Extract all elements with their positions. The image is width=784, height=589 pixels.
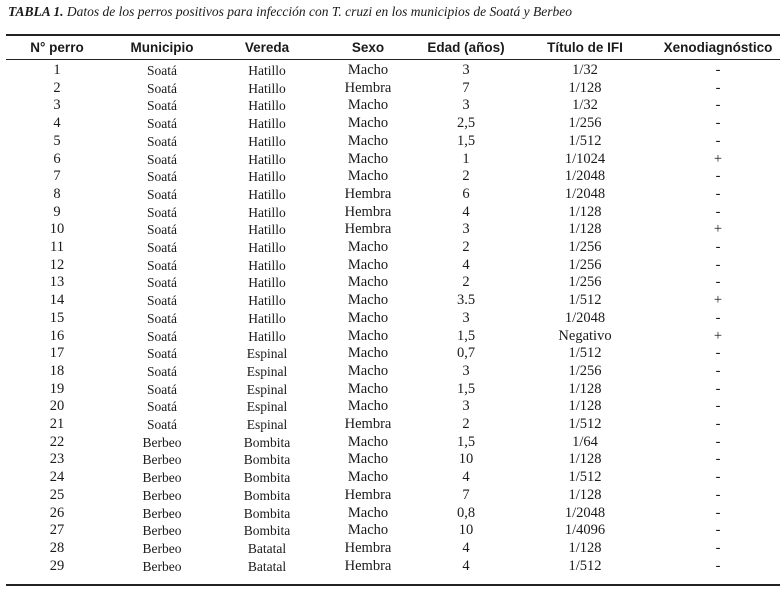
cell-xenodiagnosis: - <box>715 469 721 486</box>
table-row <box>6 115 780 133</box>
cell-municipality: Berbeo <box>142 540 182 556</box>
cell-sex: Macho <box>347 132 389 149</box>
cell-municipality: Berbeo <box>142 523 182 539</box>
cell-ifi-titer: 1/128 <box>568 398 602 415</box>
cell-vereda: Hatillo <box>248 80 286 96</box>
cell-municipality: Soatá <box>147 346 177 362</box>
table-row <box>6 328 780 346</box>
cell-age: 2 <box>462 274 470 291</box>
cell-dog-number: 28 <box>49 539 65 556</box>
cell-ifi-titer: 1/128 <box>568 380 602 397</box>
cell-xenodiagnosis: - <box>715 168 721 185</box>
cell-vereda: Bombita <box>243 487 291 503</box>
cell-vereda: Hatillo <box>248 133 286 149</box>
cell-xenodiagnosis: - <box>715 345 721 362</box>
cell-ifi-titer: 1/1024 <box>564 150 606 167</box>
cell-xenodiagnosis: - <box>715 486 721 503</box>
cell-municipality: Soatá <box>147 257 177 273</box>
cell-ifi-titer: 1/32 <box>572 97 598 114</box>
cell-ifi-titer: 1/512 <box>568 557 602 574</box>
table-row <box>6 487 780 505</box>
cell-age: 3 <box>462 221 470 238</box>
cell-dog-number: 15 <box>49 309 65 326</box>
cell-municipality: Soatá <box>147 63 177 78</box>
cell-xenodiagnosis: - <box>715 380 721 397</box>
cell-age: 3 <box>462 398 470 415</box>
cell-ifi-titer: 1/128 <box>568 486 602 503</box>
cell-dog-number: 17 <box>49 345 65 362</box>
cell-vereda: Hatillo <box>248 169 286 185</box>
table-caption <box>8 4 572 20</box>
cell-dog-number: 10 <box>49 221 65 238</box>
table-row <box>6 381 780 399</box>
header-sex: Sexo <box>351 39 385 55</box>
header-row <box>6 36 780 58</box>
cell-sex: Macho <box>347 327 389 344</box>
cell-dog-number: 9 <box>53 203 61 220</box>
cell-vereda: Bombita <box>243 434 291 450</box>
cell-dog-number: 23 <box>49 451 65 468</box>
table-row <box>6 186 780 204</box>
cell-xenodiagnosis: - <box>715 416 721 433</box>
cell-age: 4 <box>462 557 470 574</box>
table-row <box>6 257 780 275</box>
cell-xenodiagnosis: - <box>715 309 721 326</box>
cell-dog-number: 14 <box>49 292 65 309</box>
cell-municipality: Soatá <box>147 328 177 344</box>
cell-vereda: Hatillo <box>248 240 286 256</box>
cell-xenodiagnosis: - <box>715 451 721 468</box>
cell-vereda: Espinal <box>246 399 288 415</box>
cell-xenodiagnosis: + <box>713 292 723 309</box>
cell-vereda: Espinal <box>246 417 288 433</box>
cell-age: 4 <box>462 539 470 556</box>
cell-vereda: Hatillo <box>248 98 286 114</box>
cell-dog-number: 20 <box>49 398 65 415</box>
cell-xenodiagnosis: - <box>715 79 721 96</box>
cell-vereda: Hatillo <box>248 204 286 220</box>
cell-xenodiagnosis: - <box>715 274 721 291</box>
table-row <box>6 451 780 469</box>
table-body <box>6 58 780 575</box>
cell-age: 3 <box>462 362 470 379</box>
cell-vereda: Hatillo <box>248 328 286 344</box>
table-row <box>6 540 780 558</box>
cell-xenodiagnosis: - <box>715 97 721 114</box>
cell-dog-number: 21 <box>49 416 65 433</box>
cell-sex: Macho <box>347 362 389 379</box>
cell-municipality: Berbeo <box>142 487 182 503</box>
table-row <box>6 310 780 328</box>
cell-municipality: Berbeo <box>142 505 182 521</box>
cell-municipality: Soatá <box>147 240 177 256</box>
cell-xenodiagnosis: - <box>715 539 721 556</box>
cell-vereda: Bombita <box>243 452 291 468</box>
header-dog-number: N° perro <box>30 39 84 55</box>
cell-xenodiagnosis: - <box>715 185 721 202</box>
cell-municipality: Soatá <box>147 204 177 220</box>
table-row <box>6 133 780 151</box>
cell-ifi-titer: 1/64 <box>572 433 598 450</box>
cell-xenodiagnosis: - <box>715 557 721 574</box>
table-row <box>6 398 780 416</box>
table-row <box>6 168 780 186</box>
cell-dog-number: 26 <box>49 504 65 521</box>
cell-sex: Hembra <box>344 557 392 574</box>
cell-sex: Macho <box>347 451 389 468</box>
bottom-rule <box>6 584 780 586</box>
cell-ifi-titer: 1/128 <box>568 203 602 220</box>
table-row <box>6 239 780 257</box>
cell-vereda: Hatillo <box>248 151 286 167</box>
cell-ifi-titer: 1/128 <box>568 451 602 468</box>
cell-dog-number: 24 <box>49 469 65 486</box>
cell-municipality: Soatá <box>147 133 177 149</box>
cell-municipality: Soatá <box>147 399 177 415</box>
table-row <box>6 505 780 523</box>
cell-sex: Macho <box>347 168 389 185</box>
cell-vereda: Espinal <box>246 346 288 362</box>
cell-ifi-titer: 1/128 <box>568 221 602 238</box>
cell-vereda: Hatillo <box>248 310 286 326</box>
cell-ifi-titer: 1/2048 <box>564 309 606 326</box>
cell-ifi-titer: 1/512 <box>568 469 602 486</box>
cell-vereda: Hatillo <box>248 186 286 202</box>
cell-ifi-titer: 1/2048 <box>564 168 606 185</box>
cell-dog-number: 12 <box>49 256 65 273</box>
cell-sex: Hembra <box>344 185 392 202</box>
cell-vereda: Batatal <box>247 540 287 556</box>
cell-municipality: Soatá <box>147 310 177 326</box>
cell-vereda: Hatillo <box>248 63 286 78</box>
cell-age: 7 <box>462 79 470 96</box>
cell-xenodiagnosis: + <box>713 327 723 344</box>
cell-dog-number: 3 <box>53 97 61 114</box>
cell-age: 3 <box>462 62 470 78</box>
cell-dog-number: 22 <box>49 433 65 450</box>
caption-text: Datos de los perros positivos para infección con T. cruzi en los municipios de Soatá y Berbeo <box>63 4 572 19</box>
cell-sex: Macho <box>347 97 389 114</box>
cell-age: 1 <box>462 150 470 167</box>
table-row <box>6 151 780 169</box>
cell-vereda: Bombita <box>243 470 291 486</box>
cell-age: 2 <box>462 416 470 433</box>
cell-xenodiagnosis: - <box>715 256 721 273</box>
header-age: Edad (años) <box>427 39 505 55</box>
table-row <box>6 221 780 239</box>
cell-ifi-titer: Negativo <box>558 327 612 344</box>
cell-ifi-titer: 1/4096 <box>564 522 606 539</box>
cell-xenodiagnosis: - <box>715 203 721 220</box>
cell-dog-number: 6 <box>53 150 61 167</box>
cell-sex: Macho <box>347 380 389 397</box>
header-xenodiagnosis: Xenodiagnóstico <box>663 39 773 55</box>
table-row <box>6 292 780 310</box>
cell-age: 10 <box>458 451 474 468</box>
cell-municipality: Berbeo <box>142 558 182 574</box>
cell-municipality: Soatá <box>147 186 177 202</box>
cell-sex: Macho <box>347 469 389 486</box>
cell-dog-number: 2 <box>53 79 61 96</box>
cell-municipality: Soatá <box>147 275 177 291</box>
cell-municipality: Soatá <box>147 293 177 309</box>
cell-dog-number: 29 <box>49 557 65 574</box>
cell-age: 6 <box>462 185 470 202</box>
cell-vereda: Hatillo <box>248 293 286 309</box>
cell-xenodiagnosis: - <box>715 132 721 149</box>
cell-age: 2 <box>462 239 470 256</box>
cell-ifi-titer: 1/256 <box>568 239 602 256</box>
cell-ifi-titer: 1/512 <box>568 292 602 309</box>
cell-sex: Macho <box>347 292 389 309</box>
cell-ifi-titer: 1/256 <box>568 274 602 291</box>
cell-ifi-titer: 1/2048 <box>564 185 606 202</box>
cell-sex: Hembra <box>344 203 392 220</box>
cell-age: 1,5 <box>456 327 476 344</box>
cell-age: 10 <box>458 522 474 539</box>
cell-xenodiagnosis: - <box>715 362 721 379</box>
caption-label: TABLA 1. <box>8 4 64 19</box>
cell-dog-number: 13 <box>49 274 65 291</box>
cell-dog-number: 25 <box>49 486 65 503</box>
header-ifi-titer: Título de IFI <box>547 39 623 55</box>
cell-age: 4 <box>462 469 470 486</box>
cell-dog-number: 8 <box>53 185 61 202</box>
cell-municipality: Soatá <box>147 116 177 132</box>
cell-ifi-titer: 1/512 <box>568 345 602 362</box>
cell-sex: Macho <box>347 433 389 450</box>
cell-dog-number: 1 <box>53 62 61 78</box>
cell-municipality: Berbeo <box>142 452 182 468</box>
cell-municipality: Soatá <box>147 363 177 379</box>
cell-age: 4 <box>462 256 470 273</box>
table-row <box>6 204 780 222</box>
cell-sex: Macho <box>347 62 389 78</box>
cell-vereda: Espinal <box>246 381 288 397</box>
cell-sex: Hembra <box>344 416 392 433</box>
table-row <box>6 80 780 98</box>
cell-xenodiagnosis: - <box>715 398 721 415</box>
cell-municipality: Soatá <box>147 169 177 185</box>
cell-ifi-titer: 1/32 <box>572 62 598 78</box>
cell-dog-number: 5 <box>53 132 61 149</box>
cell-age: 7 <box>462 486 470 503</box>
cell-vereda: Bombita <box>243 505 291 521</box>
cell-ifi-titer: 1/128 <box>568 79 602 96</box>
cell-dog-number: 19 <box>49 380 65 397</box>
cell-ifi-titer: 1/2048 <box>564 504 606 521</box>
cell-ifi-titer: 1/256 <box>568 362 602 379</box>
cell-xenodiagnosis: - <box>715 239 721 256</box>
cell-sex: Macho <box>347 398 389 415</box>
cell-sex: Hembra <box>344 79 392 96</box>
cell-xenodiagnosis: + <box>713 150 723 167</box>
cell-xenodiagnosis: - <box>715 504 721 521</box>
cell-ifi-titer: 1/512 <box>568 416 602 433</box>
cell-sex: Macho <box>347 115 389 132</box>
cell-ifi-titer: 1/512 <box>568 132 602 149</box>
cell-age: 0,8 <box>456 504 476 521</box>
cell-age: 1,5 <box>456 132 476 149</box>
header-municipality: Municipio <box>130 39 194 55</box>
cell-age: 2,5 <box>456 115 476 132</box>
cell-sex: Macho <box>347 504 389 521</box>
cell-municipality: Soatá <box>147 417 177 433</box>
table-row <box>6 274 780 292</box>
cell-age: 2 <box>462 168 470 185</box>
cell-ifi-titer: 1/256 <box>568 256 602 273</box>
cell-vereda: Bombita <box>243 523 291 539</box>
table-row <box>6 363 780 381</box>
table-row <box>6 558 780 576</box>
cell-vereda: Espinal <box>246 363 288 379</box>
cell-municipality: Soatá <box>147 80 177 96</box>
cell-age: 1,5 <box>456 433 476 450</box>
cell-sex: Macho <box>347 522 389 539</box>
cell-sex: Macho <box>347 256 389 273</box>
cell-sex: Macho <box>347 345 389 362</box>
table-row <box>6 416 780 434</box>
table-row <box>6 434 780 452</box>
cell-age: 1,5 <box>456 380 476 397</box>
cell-xenodiagnosis: - <box>715 62 721 78</box>
cell-xenodiagnosis: - <box>715 522 721 539</box>
cell-sex: Macho <box>347 150 389 167</box>
cell-age: 3 <box>462 309 470 326</box>
table-row <box>6 345 780 363</box>
cell-ifi-titer: 1/128 <box>568 539 602 556</box>
cell-sex: Macho <box>347 239 389 256</box>
cell-ifi-titer: 1/256 <box>568 115 602 132</box>
cell-age: 4 <box>462 203 470 220</box>
cell-dog-number: 7 <box>53 168 61 185</box>
table-row <box>6 522 780 540</box>
cell-sex: Macho <box>347 274 389 291</box>
cell-vereda: Hatillo <box>248 257 286 273</box>
cell-dog-number: 16 <box>49 327 65 344</box>
cell-dog-number: 11 <box>50 239 64 256</box>
cell-municipality: Soatá <box>147 222 177 238</box>
cell-municipality: Berbeo <box>142 434 182 450</box>
cell-age: 0,7 <box>456 345 476 362</box>
table-row <box>6 58 780 80</box>
cell-xenodiagnosis: - <box>715 115 721 132</box>
cell-vereda: Batatal <box>247 558 287 574</box>
dogs-table <box>6 36 780 575</box>
table-row <box>6 469 780 487</box>
cell-vereda: Hatillo <box>248 116 286 132</box>
cell-vereda: Hatillo <box>248 222 286 238</box>
cell-vereda: Hatillo <box>248 275 286 291</box>
cell-municipality: Soatá <box>147 151 177 167</box>
cell-dog-number: 27 <box>49 522 65 539</box>
cell-age: 3 <box>462 97 470 114</box>
cell-sex: Hembra <box>344 221 392 238</box>
cell-municipality: Soatá <box>147 381 177 397</box>
cell-sex: Hembra <box>344 539 392 556</box>
cell-xenodiagnosis: - <box>715 433 721 450</box>
cell-sex: Macho <box>347 309 389 326</box>
header-vereda: Vereda <box>244 39 290 55</box>
cell-municipality: Berbeo <box>142 470 182 486</box>
table-row <box>6 97 780 115</box>
cell-xenodiagnosis: + <box>713 221 723 238</box>
cell-dog-number: 4 <box>53 115 61 132</box>
cell-age: 3.5 <box>456 292 476 309</box>
cell-municipality: Soatá <box>147 98 177 114</box>
cell-sex: Hembra <box>344 486 392 503</box>
cell-dog-number: 18 <box>49 362 65 379</box>
